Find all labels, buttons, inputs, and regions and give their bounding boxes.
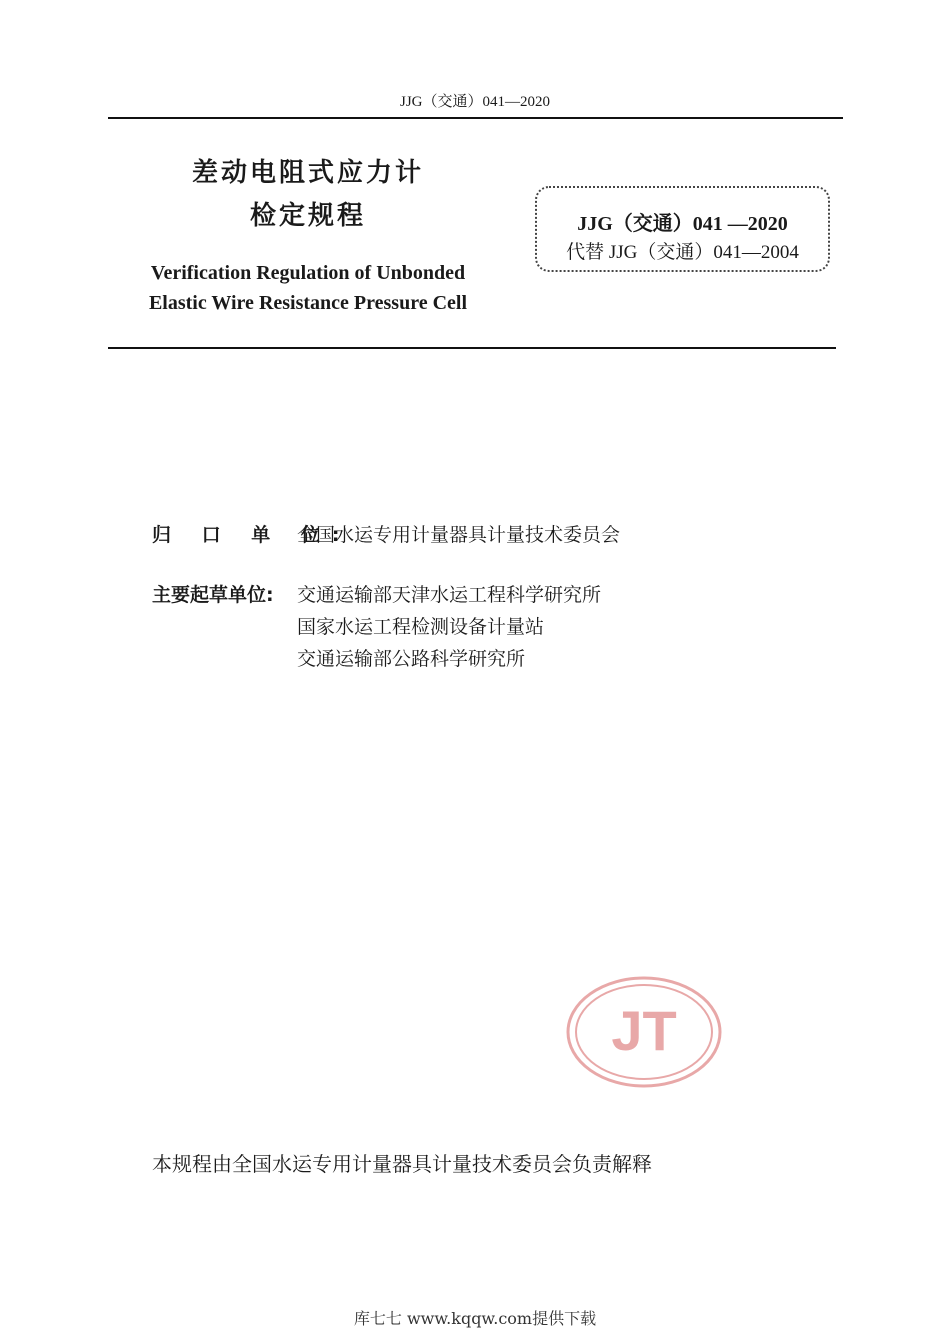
drafters-label: 主要起草单位: (152, 584, 274, 606)
title-en-line1: Verification Regulation of Unbonded (150, 262, 466, 284)
top-rule (108, 117, 843, 119)
document-code-header: JJG（交通）041—2020 (399, 94, 550, 110)
drafter-item: 交通运输部天津水运工程科学研究所 (297, 584, 602, 606)
replaces-code: 代替 JJG（交通）041—2004 (566, 242, 799, 263)
unit-value: 全国水运专用计量器具计量技术委员会 (297, 524, 621, 546)
svg-text:JT: JT (611, 999, 677, 1062)
middle-rule (108, 347, 836, 349)
drafter-item: 国家水运工程检测设备计量站 (297, 616, 545, 638)
download-footer: 库七七 www.kqqw.com提供下载 (353, 1309, 597, 1328)
title-cn-line1: 差动电阻式应力计 (191, 158, 424, 188)
interpretation-note: 本规程由全国水运专用计量器具计量技术委员会负责解释 (152, 1152, 652, 1176)
title-cn-line2: 检定规程 (249, 201, 366, 231)
title-en-line2: Elastic Wire Resistance Pressure Cell (148, 292, 468, 314)
drafter-item: 交通运输部公路科学研究所 (297, 648, 526, 670)
standard-code: JJG（交通）041 —2020 (577, 213, 788, 235)
unit-label: 归 口 单 位: (152, 524, 352, 546)
jt-seal-logo (566, 976, 722, 1092)
